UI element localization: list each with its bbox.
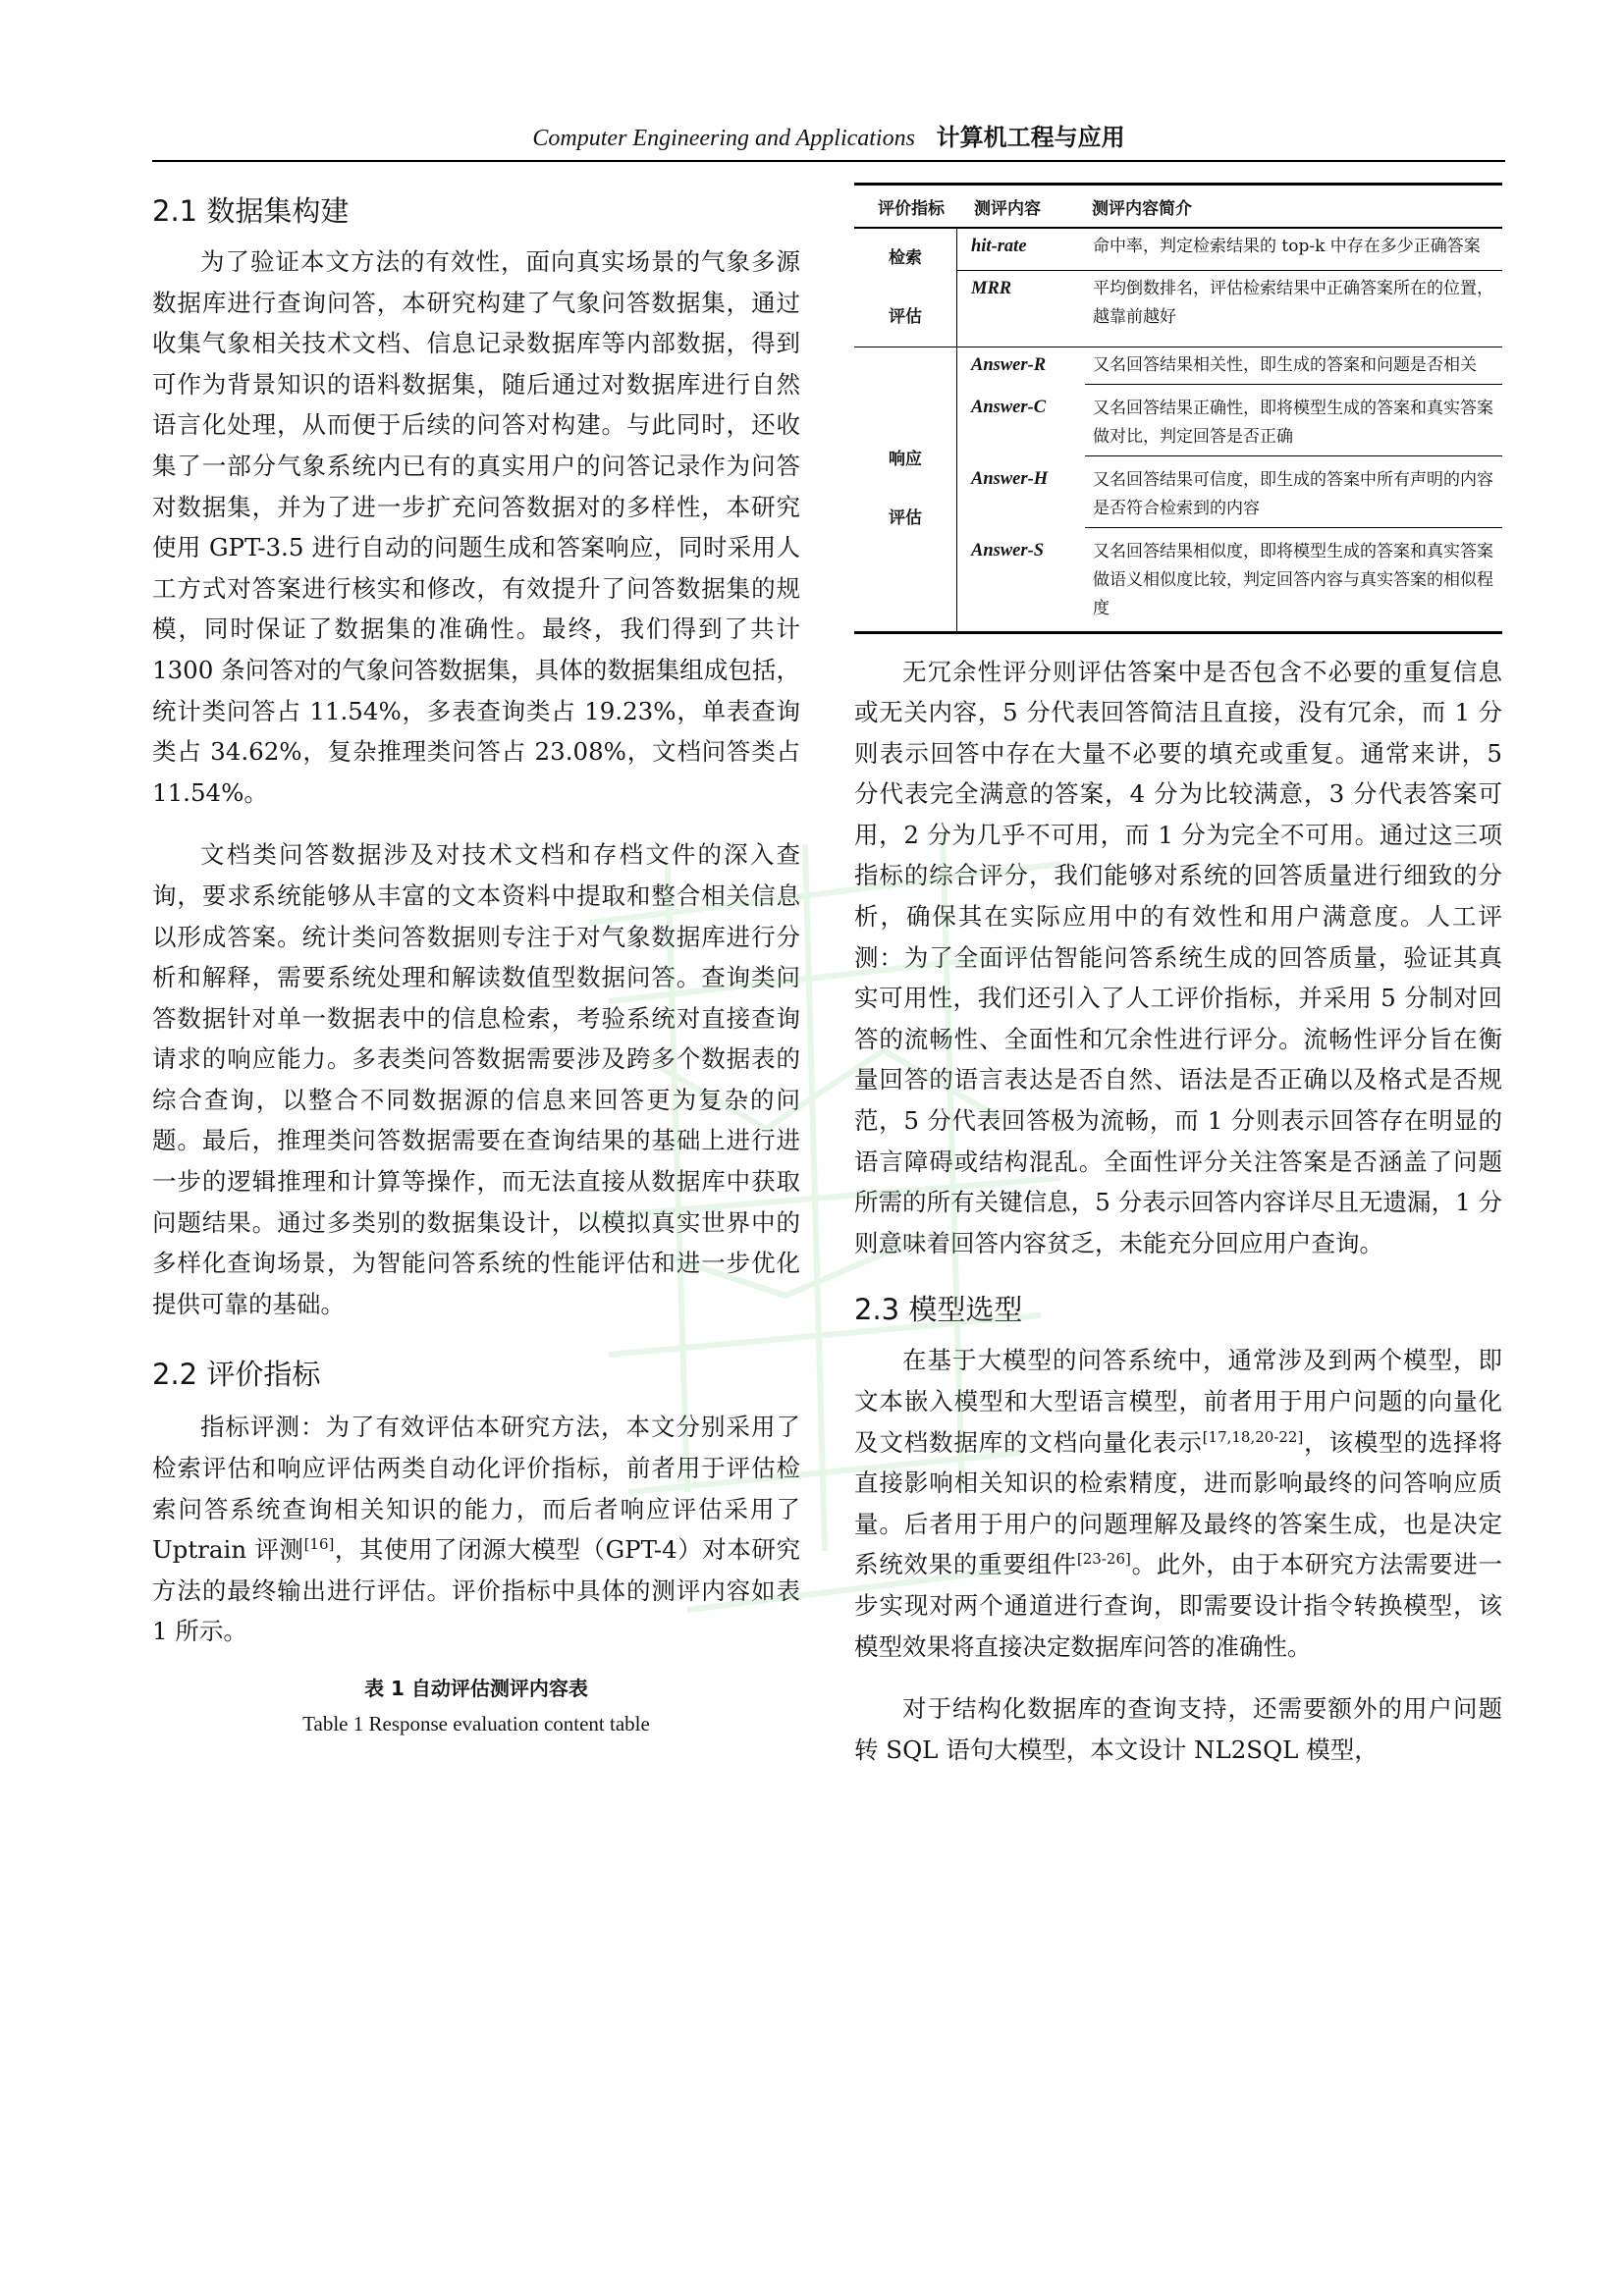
category-label: 响应 — [889, 450, 922, 469]
table-caption-en: Table 1 Response evaluation content table — [302, 1712, 650, 1735]
table-header-cell: 测评内容 — [974, 198, 1041, 219]
running-header — [152, 116, 1505, 159]
paragraph — [854, 1340, 1502, 1667]
section-heading-2-2: 2.2 评价指标 — [152, 1358, 321, 1392]
citation: [17,18,20-22] — [1202, 1427, 1304, 1446]
category-label: 检索 — [889, 247, 922, 268]
citation: [16] — [303, 1535, 335, 1554]
text-run: 指标评测：为了有效评估本研究方法，本文分别采用了检索评估和响应评估两类自动化评价指标，前者用于评估检索问答系统查询相关知识的能力，而后者响应评估采用了 Uptrain 评测 — [152, 1413, 800, 1565]
description-cell: 又名回答结果相关性，即生成的答案和问题是否相关 — [1085, 347, 1502, 384]
right-column — [854, 183, 1502, 1770]
metric-cell: Answer-S — [971, 541, 1045, 561]
table-header-cell: 测评内容简介 — [1092, 198, 1192, 219]
category-cell — [854, 347, 957, 631]
description-cell: 又名回答结果相似度，即将模型生成的答案和真实答案做语义相似度比较，判定回答内容与真实答案的相似程度 — [1085, 527, 1502, 631]
paragraph: 无冗余性评分则评估答案中是否包含不必要的重复信息或无关内容，5 分代表回答简洁且直接，没有冗余，而 1 分则表示回答中存在大量不必要的填充或重复。通常来讲，5 分代表完全满意的答案，4 分为比较满意，3 分代表答案可用，2 分为几乎不可用，而 1 分为完全不可用。通过这三项指标的综合评分，我们能够对系统的回答质量进行细致的分析，确保其在实际应用中的有效性和用户满意度。人工评测：为了全面评估智能问答系统生成的回答质量，验证其真实可用性，我们还引入了人工评价指标，并采用 5 分制对回答的流畅性、全面性和冗余性进行评分。流畅性评分旨在衡量回答的语言表达是否自然、语法是否正确以及格式是否规范，5 分代表回答极为流畅，而 1 分则表示回答存在明显的语言障碍或结构混乱。全面性评分关注答案是否涵盖了问题所需的所有关键信息，5 分表示回答内容详尽且无遗漏，1 分则意味着回答内容贫乏，未能充分回应用户查询。 — [854, 657, 1502, 1257]
table-bottom-rule — [854, 631, 1502, 634]
text-run: ，该模型的选择将直接影响相关知识的检索精度，进而影响最终的问答响应质量。后者用于用户的问题理解及最终的答案生成，也是决定系统效果的重要组件 — [854, 1427, 1502, 1579]
paragraph — [152, 1407, 800, 1652]
category-label: 评估 — [889, 508, 922, 528]
section-heading-2-1: 2.1 数据集构建 — [152, 194, 350, 228]
paragraph: 文档类问答数据涉及对技术文档和存档文件的深入查询，要求系统能够从丰富的文本资料中提取和整合相关信息以形成答案。统计类问答数据则专注于对气象数据库进行分析和解释，需要系统处理和解读数值型数据问答。查询类问答数据针对单一数据表中的信息检索，考验系统对直接查询请求的响应能力。多表类问答数据需要涉及跨多个数据表的综合查询，以整合不同数据源的信息来回答更为复杂的问题。最后，推理类问答数据需要在查询结果的基础上进行进一步的逻辑推理和计算等操作，而无法直接从数据库中获取问题结果。通过多类别的数据集设计，以模拟真实世界中的多样化查询场景，为智能问答系统的性能评估和进一步优化提供可靠的基础。 — [152, 840, 800, 1318]
left-column — [152, 183, 800, 1738]
metric-cell: Answer-H — [971, 469, 1049, 489]
header-rule — [152, 160, 1505, 162]
metric-cell: hit-rate — [971, 236, 1027, 256]
text-run: ，其使用了闭源大模型（GPT-4）对本研究方法的最终输出进行评估。评价指标中具体的测评内容如表 1 所示。 — [152, 1535, 800, 1646]
evaluation-table — [854, 183, 1502, 634]
citation: [23-26] — [1076, 1550, 1131, 1569]
category-cell — [854, 229, 957, 347]
table-header-row — [854, 186, 1502, 227]
description-cell: 命中率，判定检索结果的 top-k 中存在多少正确答案 — [1093, 236, 1481, 256]
description-cell: 又名回答结果正确性，即将模型生成的答案和真实答案做对比，判定回答是否正确 — [1085, 384, 1502, 455]
metric-cell: Answer-R — [957, 347, 1086, 384]
journal-title-cn: 计算机工程与应用 — [936, 124, 1125, 151]
text-run: 在基于大模型的问答系统中，通常涉及到两个模型，即文本嵌入模型和大型语言模型，前者用于用户问题的向量化及文档数据库的文档向量化表示 — [854, 1346, 1502, 1457]
journal-title-en: Computer Engineering and Applications — [532, 126, 915, 151]
description-cell: 平均倒数排名，评估检索结果中正确答案所在的位置，越靠前越好 — [1085, 271, 1502, 347]
table-caption-cn: 表 1 自动评估测评内容表 — [364, 1677, 588, 1700]
table-row — [854, 347, 1502, 384]
paragraph: 对于结构化数据库的查询支持，还需要额外的用户问题转 SQL 语句大模型，本文设计 NL2SQL 模型， — [854, 1694, 1502, 1764]
table-row — [854, 229, 1502, 271]
description-cell: 又名回答结果可信度，即生成的答案中所有声明的内容是否符合检索到的内容 — [1085, 455, 1502, 527]
section-heading-2-3: 2.3 模型选型 — [854, 1293, 1023, 1327]
text-run: 。此外，由于本研究方法需要进一步实现对两个通道进行查询，即需要设计指令转换模型，该模型效果将直接决定数据库问答的准确性。 — [854, 1550, 1503, 1661]
metric-cell: Answer-C — [971, 398, 1047, 417]
metric-cell: MRR — [957, 271, 1086, 347]
paragraph: 为了验证本文方法的有效性，面向真实场景的气象多源数据库进行查询问答，本研究构建了气象问答数据集，通过收集气象相关技术文档、信息记录数据库等内部数据，得到可作为背景知识的语料数据集，随后通过对数据库进行自然语言化处理，从而便于后续的问答对构建。与此同时，还收集了一部分气象系统内已有的真实用户的问答记录作为问答对数据集，并为了进一步扩充问答数据对的多样性，本研究使用 GPT-3.5 进行自动的问题生成和答案响应，同时采用人工方式对答案进行核实和修改，有效提升了问答数据集的规模，同时保证了数据集的准确性。最终，我们得到了共计 1300 条问答对的气象问答数据集，具体的数据集组成包括，统计类问答占 11.54%，多表查询类占 19.23%，单表查询类占 34.62%，复杂推理类问答占 23.08%，文档问答类占 11.54%。 — [152, 247, 800, 807]
table-header-cell: 评价指标 — [878, 198, 945, 219]
category-label: 评估 — [889, 306, 922, 327]
